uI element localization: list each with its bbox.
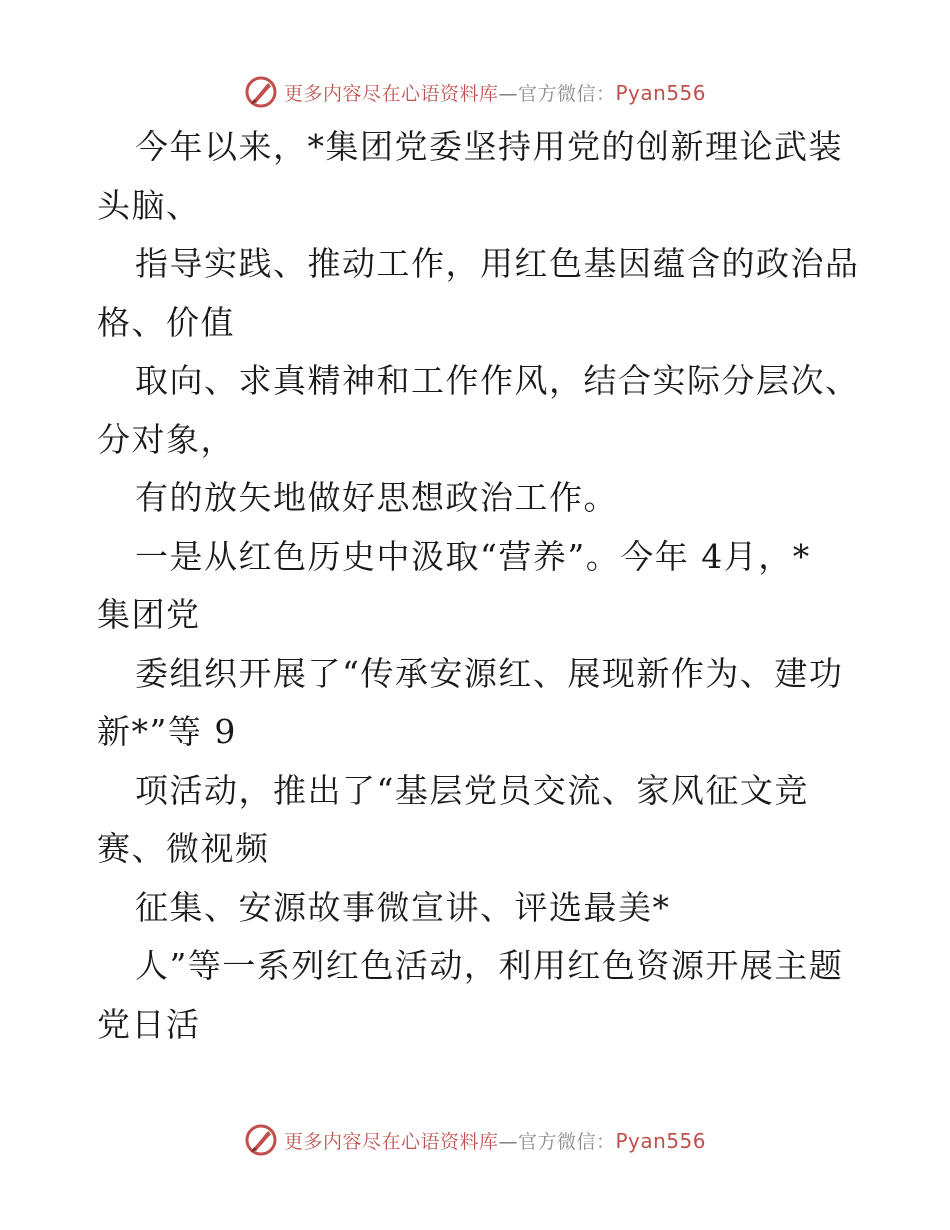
document-body — [97, 118, 860, 1054]
text-line: 项活动，推出了“基层党员交流、家风征文竞 — [135, 770, 809, 810]
watermark-text: 更多内容尽在心语资料库—官方微信：Pyan556 — [283, 1128, 707, 1153]
quill-pen-seal-icon — [244, 75, 278, 109]
quill-pen-seal-icon — [244, 1123, 278, 1157]
text-line: 有的放矢地做好思想政治工作。 — [135, 478, 618, 517]
text-line: 今年以来，*集团党委坚持用党的创新理论武装 — [135, 127, 843, 166]
text-line: 新*”等 9 — [97, 712, 237, 751]
text-line: 集团党 — [97, 595, 201, 634]
text-line: 征集、安源故事微宣讲、评选最美* — [135, 887, 671, 927]
text-line: 格、价值 — [97, 302, 235, 342]
text-line: 指导实践、推动工作，用红色基因蕴含的政治品 — [135, 244, 860, 283]
text-line: 取向、求真精神和工作作风，结合实际分层次、 — [135, 361, 860, 400]
text-line: 党日活 — [97, 1004, 201, 1044]
text-line: 委组织开展了“传承安源红、展现新作为、建功 — [135, 653, 844, 693]
text-line: 头脑、 — [97, 185, 201, 225]
footer-watermark — [0, 1120, 950, 1160]
text-line: 一是从红色历史中汲取“营养”。今年 4月，* — [135, 536, 811, 576]
text-line: 分对象， — [97, 419, 235, 459]
header-watermark — [0, 72, 950, 112]
watermark-text: 更多内容尽在心语资料库—官方微信：Pyan556 — [283, 80, 707, 105]
text-line: 赛、微视频 — [97, 829, 270, 868]
text-line: 人”等一系列红色活动，利用红色资源开展主题 — [135, 946, 844, 985]
